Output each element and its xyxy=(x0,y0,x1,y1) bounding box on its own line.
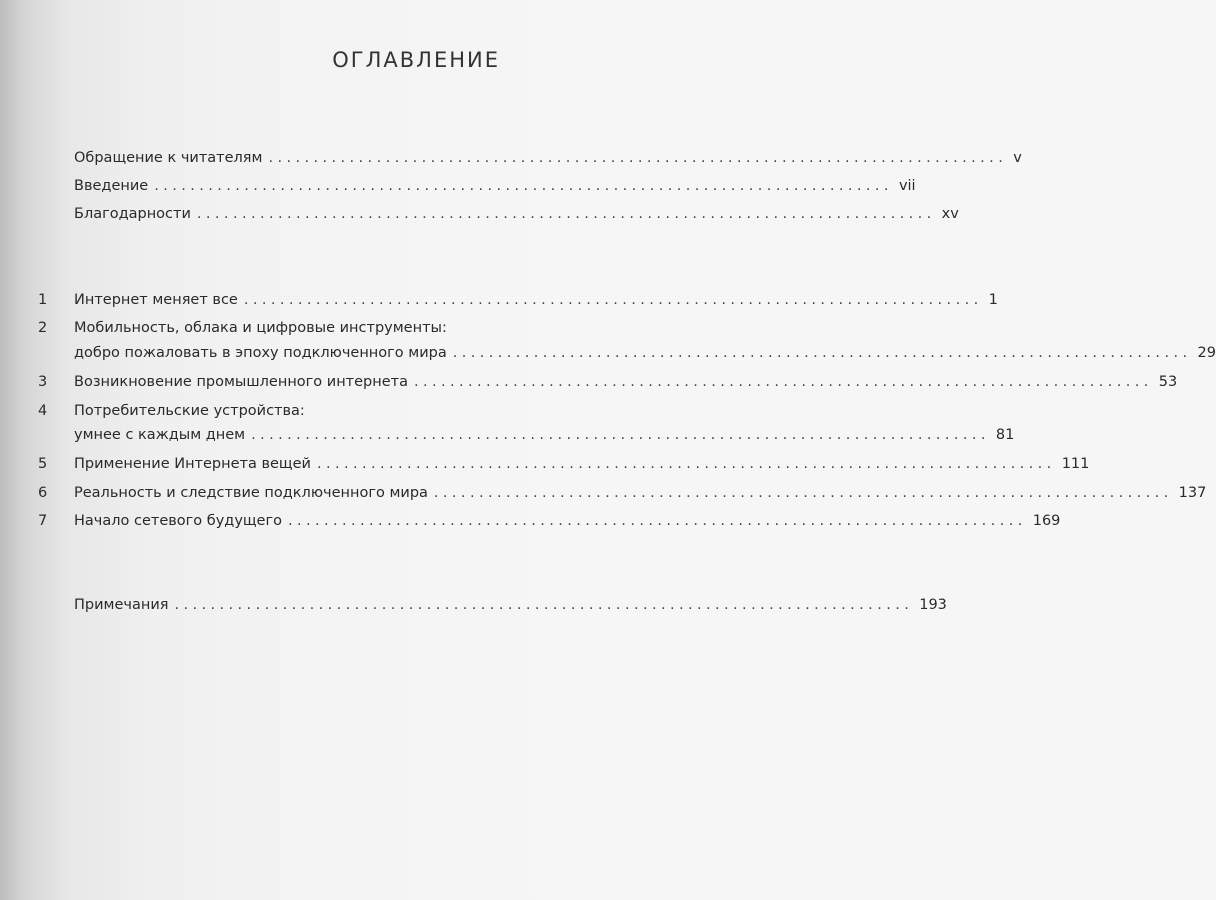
toc-entry-title: Введение xyxy=(74,178,149,194)
toc-entry-page: 1 xyxy=(988,292,998,308)
toc-entry-front xyxy=(0,174,916,198)
toc-entry-title-line1: Потребительские устройства: xyxy=(74,403,305,419)
toc-entry-back xyxy=(0,593,947,617)
chapter-number: 3 xyxy=(38,374,48,390)
toc-entry-title: добро пожаловать в эпоху подключенного мира xyxy=(74,345,447,361)
toc-chapter-6 xyxy=(0,481,1207,505)
chapter-number: 1 xyxy=(38,292,48,308)
toc-entry-title: Примечания xyxy=(74,597,169,613)
toc-chapter-7 xyxy=(0,509,1061,533)
toc-chapter-4 xyxy=(0,399,607,423)
page-title: ОГЛАВЛЕНИЕ xyxy=(332,48,500,72)
leader-dots: .................................................................................. xyxy=(287,513,1027,529)
chapter-number: 2 xyxy=(38,320,48,336)
chapter-number: 7 xyxy=(38,513,48,529)
toc-entry-page: 137 xyxy=(1178,485,1207,501)
toc-entry-title: Реальность и следствие подключенного мира xyxy=(74,485,428,501)
toc-entry-title: Интернет меняет все xyxy=(74,292,238,308)
leader-dots: .................................................................................. xyxy=(316,456,1056,472)
toc-chapter-2-line2 xyxy=(0,341,1216,365)
leader-dots: .................................................................................. xyxy=(174,597,914,613)
toc-entry-page: 169 xyxy=(1032,513,1061,529)
leader-dots: .................................................................................. xyxy=(413,374,1153,390)
toc-entry-page: 29 xyxy=(1197,345,1216,361)
leader-dots: .................................................................................. xyxy=(243,292,983,308)
toc-entry-page: 111 xyxy=(1061,456,1090,472)
toc-entry-page: 81 xyxy=(995,427,1015,443)
toc-entry-page: 53 xyxy=(1158,374,1178,390)
toc-entry-title: Возникновение промышленного интернета xyxy=(74,374,408,390)
chapter-number: 4 xyxy=(38,403,48,419)
leader-dots: .................................................................................. xyxy=(268,150,1008,166)
toc-entry-title-line1: Мобильность, облака и цифровые инструменты: xyxy=(74,320,447,336)
leader-dots: .................................................................................. xyxy=(154,178,893,194)
toc-entry-page: 193 xyxy=(919,597,947,613)
toc-chapter-3 xyxy=(0,370,1178,394)
toc-entry-title: Обращение к читателям xyxy=(74,150,263,166)
toc-chapter-2 xyxy=(0,316,607,340)
toc-entry-title: Применение Интернета вещей xyxy=(74,456,311,472)
toc-entry-title: Благодарности xyxy=(74,206,191,222)
toc-entry-title: умнее с каждым днем xyxy=(74,427,246,443)
toc-entry-front xyxy=(0,202,959,226)
chapter-number: 6 xyxy=(38,485,48,501)
toc-entry-page: xv xyxy=(941,206,959,222)
leader-dots: .................................................................................. xyxy=(196,206,936,222)
toc-chapter-4-line2 xyxy=(0,423,1015,447)
toc-entry-front xyxy=(0,146,1022,170)
leader-dots: .................................................................................. xyxy=(452,345,1192,361)
toc-entry-page: v xyxy=(1013,150,1022,166)
toc-entry-page: vii xyxy=(898,178,916,194)
toc-chapter-1 xyxy=(0,288,998,312)
toc-entry-title: Начало сетевого будущего xyxy=(74,513,282,529)
toc-chapter-5 xyxy=(0,452,1090,476)
leader-dots: .................................................................................. xyxy=(433,485,1173,501)
leader-dots: .................................................................................. xyxy=(251,427,990,443)
chapter-number: 5 xyxy=(38,456,48,472)
